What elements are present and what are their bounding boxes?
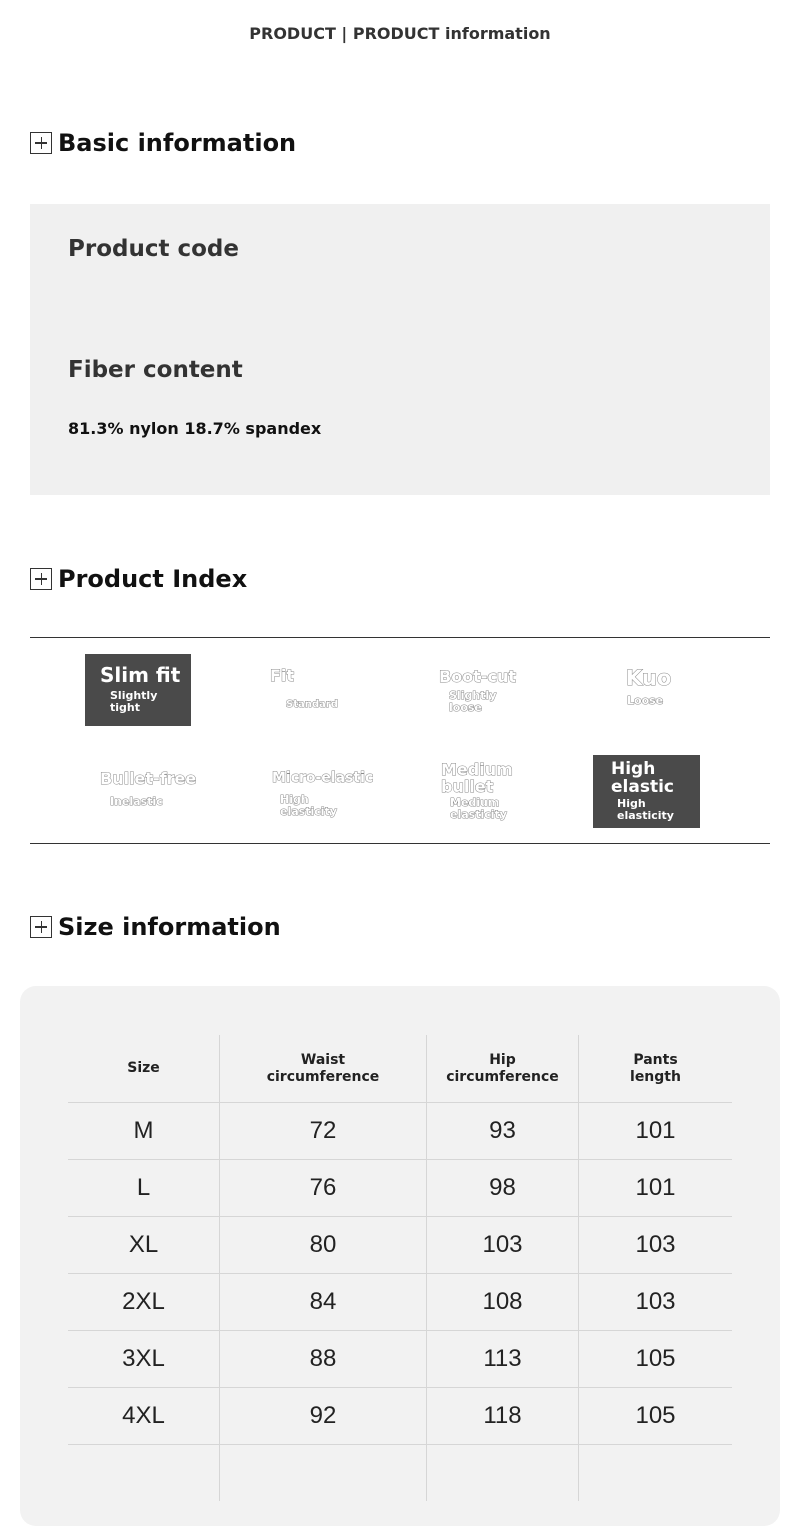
- index-elastic-option: [272, 771, 402, 831]
- index-elastic-sublabel: Medium elasticity: [450, 795, 507, 821]
- product-code-label: Product code: [68, 236, 239, 262]
- table-cell: [219, 1331, 426, 1387]
- index-fit-label: Boot-cut: [439, 667, 516, 686]
- table-cell: [426, 1160, 578, 1216]
- table-cell-text: 103: [482, 1231, 523, 1258]
- table-cell-empty: [578, 1445, 732, 1501]
- table-row: [68, 1274, 732, 1331]
- table-cell-text: 2XL: [122, 1288, 165, 1315]
- table-row: [68, 1331, 732, 1388]
- table-cell-text: 105: [635, 1402, 676, 1429]
- table-cell: [426, 1331, 578, 1387]
- table-cell: [68, 1103, 219, 1159]
- index-fit-label: Kuo: [626, 666, 672, 690]
- size-header-label: Size: [127, 1060, 160, 1077]
- table-cell: [68, 1388, 219, 1444]
- table-cell: [68, 1331, 219, 1387]
- table-cell: [219, 1103, 426, 1159]
- table-cell: [578, 1331, 732, 1387]
- table-cell: [219, 1274, 426, 1330]
- index-fit-label: Slim fit: [100, 663, 181, 687]
- index-fit-sublabel: Slightly tight: [110, 689, 158, 715]
- table-cell-text: 108: [482, 1288, 523, 1315]
- plus-icon[interactable]: [30, 132, 52, 154]
- table-cell: [578, 1274, 732, 1330]
- size-header-cell: [426, 1035, 578, 1102]
- table-cell-text: 93: [489, 1117, 516, 1144]
- table-row: [68, 1217, 732, 1274]
- table-cell-text: 103: [635, 1231, 676, 1258]
- table-row: [68, 1388, 732, 1445]
- section-heading-basic: [30, 129, 296, 157]
- index-top-rule: [30, 637, 770, 638]
- table-cell-text: M: [133, 1117, 154, 1144]
- index-elastic-option: [593, 755, 700, 828]
- table-cell-text: 3XL: [122, 1345, 165, 1372]
- index-fit-option: [270, 668, 390, 728]
- index-fit-option: [85, 654, 191, 726]
- table-cell-text: 101: [635, 1117, 676, 1144]
- table-cell-text: 80: [309, 1231, 337, 1258]
- section-heading-size: [30, 913, 281, 941]
- table-row-empty: [68, 1445, 732, 1501]
- table-cell-text: 72: [309, 1117, 337, 1144]
- size-header-cell: [578, 1035, 732, 1102]
- plus-icon[interactable]: [30, 568, 52, 590]
- index-fit-sublabel: Slightly loose: [449, 688, 497, 714]
- index-elastic-option: [441, 762, 551, 828]
- table-cell-text: L: [136, 1174, 151, 1201]
- table-cell: [426, 1103, 578, 1159]
- index-fit-sublabel: Standard: [286, 698, 338, 710]
- table-cell: [68, 1160, 219, 1216]
- size-header-cell: [68, 1035, 219, 1102]
- size-table-header: [68, 1035, 732, 1103]
- table-cell-text: XL: [128, 1231, 159, 1258]
- index-elastic-option: [100, 771, 230, 831]
- index-elastic-label: High elastic: [611, 759, 674, 797]
- table-row: [68, 1160, 732, 1217]
- table-cell: [578, 1217, 732, 1273]
- section-title-size: Size information: [58, 913, 281, 941]
- basic-info-panel: [30, 204, 770, 495]
- table-cell-text: 113: [483, 1345, 522, 1372]
- section-title-basic: Basic information: [58, 129, 297, 157]
- table-cell-empty: [219, 1445, 426, 1501]
- index-elastic-sublabel: High elasticity: [280, 792, 337, 818]
- size-header-label: Waist circumference: [266, 1051, 380, 1085]
- table-cell: [426, 1217, 578, 1273]
- table-cell-text: 105: [635, 1345, 676, 1372]
- table-cell-text: 84: [309, 1288, 337, 1315]
- table-cell: [578, 1160, 732, 1216]
- index-elastic-label: Micro-elastic: [272, 770, 374, 786]
- table-row: [68, 1103, 732, 1160]
- table-cell: [426, 1274, 578, 1330]
- size-header-cell: [219, 1035, 426, 1102]
- table-cell: [219, 1388, 426, 1444]
- table-cell-text: 101: [635, 1174, 676, 1201]
- table-cell: [219, 1160, 426, 1216]
- table-cell-text: 4XL: [122, 1402, 165, 1429]
- fiber-content-value: 81.3% nylon 18.7% spandex: [68, 419, 322, 438]
- table-cell-empty: [68, 1445, 219, 1501]
- index-elastic-sublabel: Inelastic: [110, 794, 163, 808]
- table-cell-text: 76: [309, 1174, 337, 1201]
- table-cell: [219, 1217, 426, 1273]
- table-cell-text: 88: [309, 1345, 337, 1372]
- index-elastic-sublabel: High elasticity: [617, 796, 674, 822]
- table-cell-empty: [426, 1445, 578, 1501]
- table-cell-text: 98: [489, 1174, 516, 1201]
- index-elastic-label: Medium bullet: [441, 760, 513, 796]
- index-fit-option: [439, 669, 559, 729]
- page-title: PRODUCT | PRODUCT information: [249, 24, 551, 43]
- table-cell-text: 118: [483, 1402, 522, 1429]
- table-cell: [68, 1274, 219, 1330]
- table-cell-text: 103: [635, 1288, 676, 1315]
- index-fit-option: [626, 667, 726, 727]
- size-table: [68, 1035, 732, 1501]
- index-elastic-label: Bullet-free: [100, 769, 197, 788]
- index-fit-label: Fit: [270, 666, 295, 685]
- index-bottom-rule: [30, 843, 770, 844]
- table-cell: [578, 1388, 732, 1444]
- table-cell-text: 92: [309, 1402, 337, 1429]
- table-cell: [578, 1103, 732, 1159]
- table-cell: [68, 1217, 219, 1273]
- plus-icon[interactable]: [30, 916, 52, 938]
- section-heading-index: [30, 565, 247, 593]
- size-header-label: Pants length: [630, 1051, 681, 1085]
- index-fit-sublabel: Loose: [627, 694, 664, 708]
- section-title-index: Product Index: [58, 565, 248, 593]
- table-cell: [426, 1388, 578, 1444]
- fiber-content-label: Fiber content: [68, 357, 243, 383]
- size-header-label: Hip circumference: [446, 1051, 559, 1085]
